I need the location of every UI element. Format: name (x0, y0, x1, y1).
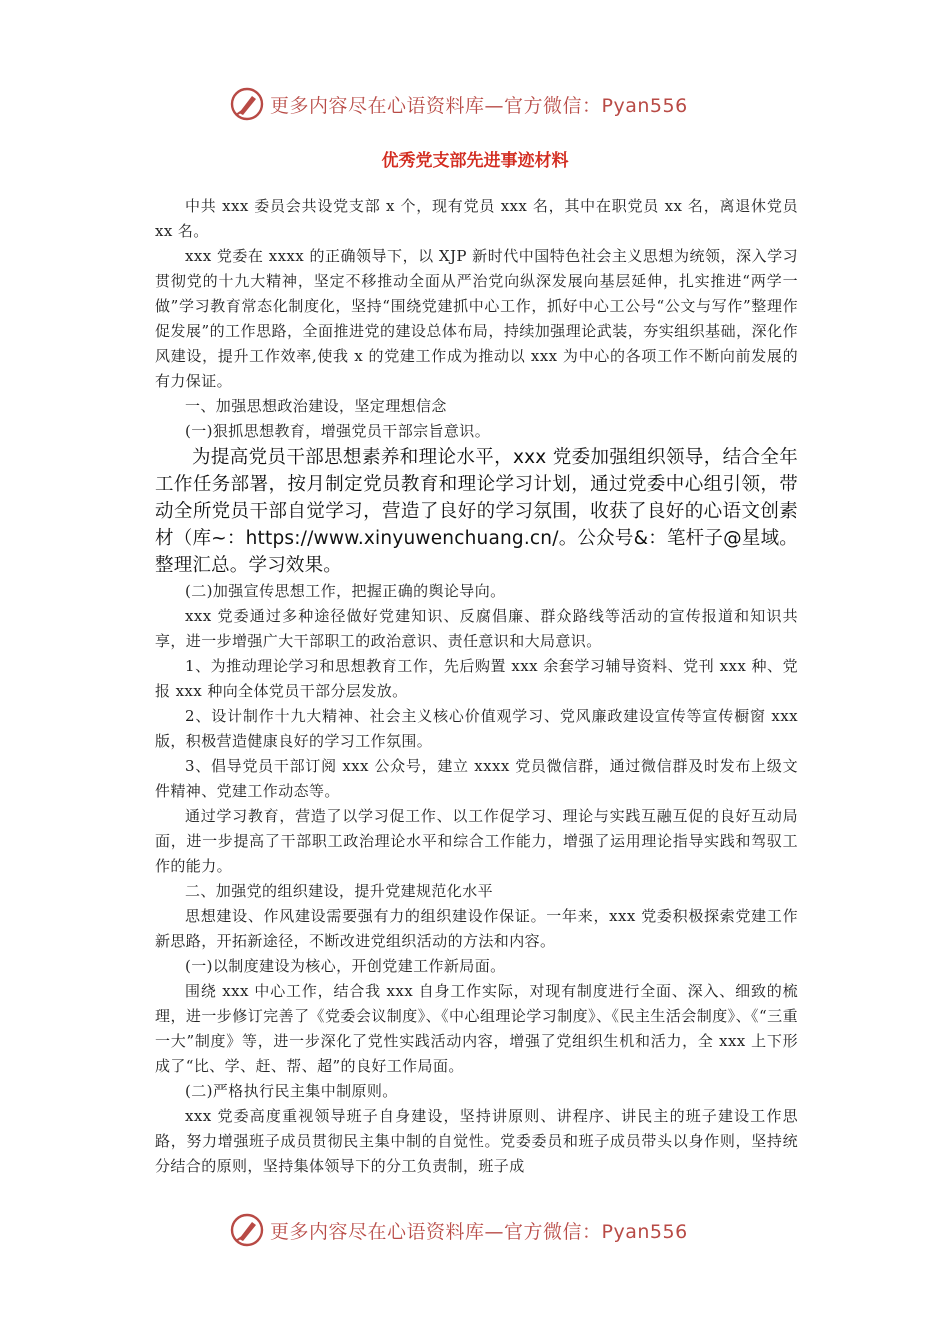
paragraph: 围绕 xxx 中心工作，结合我 xxx 自身工作实际，对现有制度进行全面、深入、细致的梳理，进一步修订完善了《党委会议制度》、《中心组理论学习制度》、《民主生活会制度》、《“三重一大”制度》等，进一步深化了党性实践活动内容，增强了党组织生机和活力，全 xxx 上下形成了“比、学、赶、帮、超”的良好工作局面。 (155, 982, 798, 1075)
section-heading: 二、加强党的组织建设，提升党建规范化水平 (185, 882, 494, 900)
subsection-heading: (一)以制度建设为核心，开创党建工作新局面。 (185, 957, 506, 975)
subsection-heading: (二)加强宣传思想工作，把握正确的舆论导向。 (185, 582, 506, 600)
document-body (155, 194, 798, 1179)
list-item: 3、倡导党员干部订阅 xxx 公众号，建立 xxxx 党员微信群，通过微信群及时发布上级文件精神、党建工作动态等。 (155, 757, 798, 800)
subsection-heading: (二)严格执行民主集中制原则。 (185, 1082, 398, 1100)
list-item: 1、为推动理论学习和思想教育工作，先后购置 xxx 余套学习辅导资料、党刊 xxx 种、党报 xxx 种向全体党员干部分层发放。 (155, 657, 798, 700)
paragraph-large: 为提高党员干部思想素养和理论水平，xxx 党委加强组织领导，结合全年工作任务部署，按月制定党员教育和理论学习计划，通过党委中心组引领，带动全所党员干部自觉学习，营造了良好的学习氛围，收获了良好的心语文创素材（库~：https://www.xinyuwenchuang.cn/。公众号&：笔杆子@星域。整理汇总。学习效果。 (155, 447, 798, 576)
watermark-text: 更多内容尽在心语资料库—官方微信：Pyan556 (270, 1220, 688, 1243)
paragraph: xxx 党委在 xxxx 的正确领导下，以 XJP 新时代中国特色社会主义思想为统领，深入学习贯彻党的十九大精神，坚定不移推动全面从严治党向纵深发展向基层延伸，扎实推进“两学一做”学习教育常态化制度化，坚持“围绕党建抓中心工作，抓好中心工公号“公文与写作”整理作促发展”的工作思路，全面推进党的建设总体布局，持续加强理论武装，夯实组织基础，深化作风建设，提升工作效率,使我 x 的党建工作成为推动以 xxx 为中心的各项工作不断向前发展的有力保证。 (155, 247, 798, 390)
watermark-banner-bottom (230, 1210, 750, 1250)
quill-logo-icon (230, 1213, 264, 1247)
watermark-banner-top (230, 84, 750, 124)
subsection-heading: (一)狠抓思想教育，增强党员干部宗旨意识。 (185, 422, 491, 440)
paragraph: xxx 党委通过多种途径做好党建知识、反腐倡廉、群众路线等活动的宣传报道和知识共享，进一步增强广大干部职工的政治意识、责任意识和大局意识。 (155, 607, 798, 650)
paragraph: 思想建设、作风建设需要强有力的组织建设作保证。一年来，xxx 党委积极探索党建工作新思路，开拓新途径，不断改进党组织活动的方法和内容。 (155, 907, 798, 950)
paragraph: xxx 党委高度重视领导班子自身建设，坚持讲原则、讲程序、讲民主的班子建设工作思路，努力增强班子成员贯彻民主集中制的自觉性。党委委员和班子成员带头以身作则，坚持统分结合的原则，坚持集体领导下的分工负责制，班子成 (155, 1107, 798, 1175)
quill-logo-icon (230, 87, 264, 121)
document-title: 优秀党支部先进事迹材料 (381, 151, 569, 171)
section-heading: 一、加强思想政治建设，坚定理想信念 (185, 397, 447, 415)
watermark-text: 更多内容尽在心语资料库—官方微信：Pyan556 (270, 94, 688, 117)
paragraph: 通过学习教育，营造了以学习促工作、以工作促学习、理论与实践互融互促的良好互动局面，进一步提高了干部职工政治理论水平和综合工作能力，增强了运用理论指导实践和驾驭工作的能力。 (155, 807, 798, 875)
paragraph: 中共 xxx 委员会共设党支部 x 个，现有党员 xxx 名，其中在职党员 xx 名，离退休党员 xx 名。 (155, 197, 798, 240)
list-item: 2、设计制作十九大精神、社会主义核心价值观学习、党风廉政建设宣传等宣传橱窗 xxx 版，积极营造健康良好的学习工作氛围。 (155, 707, 798, 750)
